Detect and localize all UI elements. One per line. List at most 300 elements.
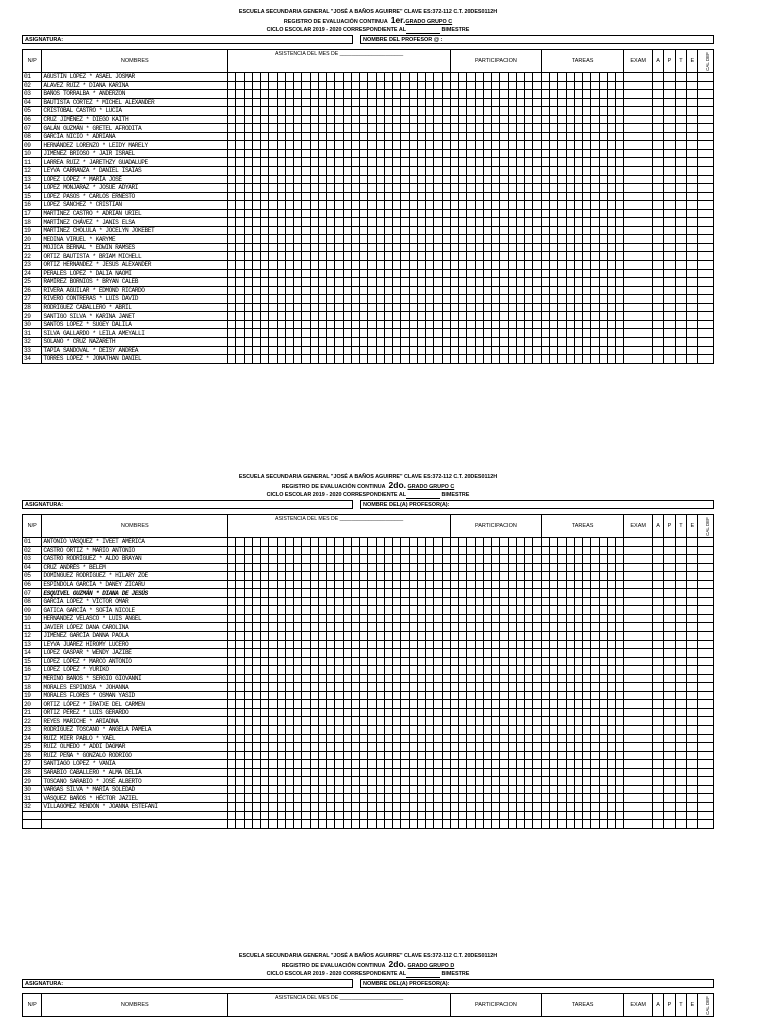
grade-cell[interactable]: [525, 286, 533, 295]
grade-cell[interactable]: [525, 337, 533, 346]
grade-cell[interactable]: [652, 589, 663, 598]
grade-cell[interactable]: [252, 760, 260, 769]
grade-cell[interactable]: [285, 303, 293, 312]
grade-cell[interactable]: [599, 346, 607, 355]
grade-cell[interactable]: [541, 98, 549, 107]
grade-cell[interactable]: [500, 73, 508, 82]
grade-cell[interactable]: [376, 657, 384, 666]
grade-cell[interactable]: [302, 303, 310, 312]
grade-cell[interactable]: [277, 337, 285, 346]
grade-cell[interactable]: [244, 303, 252, 312]
grade-cell[interactable]: [450, 167, 458, 176]
grade-cell[interactable]: [277, 640, 285, 649]
grade-cell[interactable]: [228, 141, 236, 150]
grade-cell[interactable]: [500, 802, 508, 811]
grade-cell[interactable]: [384, 811, 392, 820]
grade-cell[interactable]: [550, 158, 558, 167]
grade-cell[interactable]: [343, 115, 351, 124]
grade-cell[interactable]: [277, 98, 285, 107]
grade-cell[interactable]: [409, 674, 417, 683]
grade-cell[interactable]: [599, 201, 607, 210]
grade-cell[interactable]: [516, 192, 524, 201]
grade-cell[interactable]: [393, 794, 401, 803]
grade-cell[interactable]: [624, 572, 652, 581]
grade-cell[interactable]: [492, 115, 500, 124]
grade-cell[interactable]: [675, 640, 686, 649]
grade-cell[interactable]: [616, 640, 624, 649]
grade-cell[interactable]: [434, 115, 442, 124]
grade-cell[interactable]: [616, 649, 624, 658]
grade-cell[interactable]: [294, 649, 302, 658]
grade-cell[interactable]: [434, 597, 442, 606]
grade-cell[interactable]: [508, 201, 516, 210]
grade-cell[interactable]: [335, 700, 343, 709]
grade-cell[interactable]: [533, 81, 541, 90]
grade-cell[interactable]: [277, 632, 285, 641]
grade-cell[interactable]: [376, 286, 384, 295]
grade-cell[interactable]: [310, 337, 318, 346]
grade-cell[interactable]: [302, 312, 310, 321]
grade-cell[interactable]: [351, 355, 359, 364]
grade-cell[interactable]: [294, 640, 302, 649]
grade-cell[interactable]: [335, 768, 343, 777]
grade-cell[interactable]: [450, 303, 458, 312]
grade-cell[interactable]: [483, 580, 491, 589]
grade-cell[interactable]: [574, 269, 582, 278]
grade-cell[interactable]: [583, 546, 591, 555]
grade-cell[interactable]: [236, 802, 244, 811]
grade-cell[interactable]: [698, 760, 714, 769]
grade-cell[interactable]: [624, 708, 652, 717]
grade-cell[interactable]: [318, 141, 326, 150]
grade-cell[interactable]: [541, 768, 549, 777]
grade-cell[interactable]: [533, 597, 541, 606]
grade-cell[interactable]: [269, 124, 277, 133]
grade-cell[interactable]: [417, 580, 425, 589]
grade-cell[interactable]: [541, 141, 549, 150]
grade-cell[interactable]: [500, 674, 508, 683]
grade-cell[interactable]: [664, 691, 675, 700]
grade-cell[interactable]: [318, 243, 326, 252]
grade-cell[interactable]: [442, 355, 450, 364]
grade-cell[interactable]: [566, 606, 574, 615]
grade-cell[interactable]: [228, 192, 236, 201]
grade-cell[interactable]: [302, 73, 310, 82]
grade-cell[interactable]: [516, 589, 524, 598]
grade-cell[interactable]: [616, 201, 624, 210]
grade-cell[interactable]: [351, 243, 359, 252]
grade-cell[interactable]: [351, 158, 359, 167]
grade-cell[interactable]: [550, 768, 558, 777]
grade-cell[interactable]: [434, 538, 442, 547]
grade-cell[interactable]: [516, 337, 524, 346]
grade-cell[interactable]: [277, 623, 285, 632]
grade-cell[interactable]: [252, 555, 260, 564]
grade-cell[interactable]: [294, 589, 302, 598]
grade-cell[interactable]: [492, 666, 500, 675]
grade-cell[interactable]: [269, 734, 277, 743]
grade-cell[interactable]: [483, 683, 491, 692]
grade-cell[interactable]: [616, 734, 624, 743]
grade-cell[interactable]: [475, 81, 483, 90]
grade-cell[interactable]: [467, 175, 475, 184]
grade-cell[interactable]: [343, 632, 351, 641]
grade-cell[interactable]: [327, 691, 335, 700]
grade-cell[interactable]: [459, 589, 467, 598]
grade-cell[interactable]: [294, 90, 302, 99]
grade-cell[interactable]: [343, 760, 351, 769]
grade-cell[interactable]: [277, 717, 285, 726]
grade-cell[interactable]: [244, 708, 252, 717]
grade-cell[interactable]: [252, 683, 260, 692]
grade-cell[interactable]: [285, 589, 293, 598]
grade-cell[interactable]: [459, 243, 467, 252]
grade-cell[interactable]: [483, 760, 491, 769]
grade-cell[interactable]: [393, 777, 401, 786]
grade-cell[interactable]: [550, 278, 558, 287]
grade-cell[interactable]: [351, 751, 359, 760]
grade-cell[interactable]: [675, 538, 686, 547]
grade-cell[interactable]: [426, 657, 434, 666]
grade-cell[interactable]: [516, 132, 524, 141]
grade-cell[interactable]: [516, 597, 524, 606]
grade-cell[interactable]: [459, 261, 467, 270]
profesor-field[interactable]: NOMBRE DEL(A) PROFESOR(A):: [360, 500, 714, 509]
grade-cell[interactable]: [525, 218, 533, 227]
grade-cell[interactable]: [500, 649, 508, 658]
grade-cell[interactable]: [351, 261, 359, 270]
grade-cell[interactable]: [483, 794, 491, 803]
grade-cell[interactable]: [675, 141, 686, 150]
grade-cell[interactable]: [607, 700, 615, 709]
grade-cell[interactable]: [426, 98, 434, 107]
grade-cell[interactable]: [483, 218, 491, 227]
grade-cell[interactable]: [698, 820, 714, 829]
grade-cell[interactable]: [236, 337, 244, 346]
grade-cell[interactable]: [675, 768, 686, 777]
grade-cell[interactable]: [269, 107, 277, 116]
grade-cell[interactable]: [574, 555, 582, 564]
grade-cell[interactable]: [351, 98, 359, 107]
grade-cell[interactable]: [426, 149, 434, 158]
grade-cell[interactable]: [327, 90, 335, 99]
grade-cell[interactable]: [426, 295, 434, 304]
grade-cell[interactable]: [467, 726, 475, 735]
grade-cell[interactable]: [252, 218, 260, 227]
grade-cell[interactable]: [368, 278, 376, 287]
grade-cell[interactable]: [327, 209, 335, 218]
grade-cell[interactable]: [269, 614, 277, 623]
grade-cell[interactable]: [533, 717, 541, 726]
grade-cell[interactable]: [302, 218, 310, 227]
grade-cell[interactable]: [426, 261, 434, 270]
grade-cell[interactable]: [351, 717, 359, 726]
grade-cell[interactable]: [393, 226, 401, 235]
grade-cell[interactable]: [607, 589, 615, 598]
grade-cell[interactable]: [335, 261, 343, 270]
grade-cell[interactable]: [450, 785, 458, 794]
grade-cell[interactable]: [500, 606, 508, 615]
grade-cell[interactable]: [343, 811, 351, 820]
grade-cell[interactable]: [492, 657, 500, 666]
grade-cell[interactable]: [401, 226, 409, 235]
grade-cell[interactable]: [467, 218, 475, 227]
grade-cell[interactable]: [318, 355, 326, 364]
grade-cell[interactable]: [664, 743, 675, 752]
grade-cell[interactable]: [285, 555, 293, 564]
grade-cell[interactable]: [583, 201, 591, 210]
grade-cell[interactable]: [500, 700, 508, 709]
grade-cell[interactable]: [269, 295, 277, 304]
grade-cell[interactable]: [574, 666, 582, 675]
grade-cell[interactable]: [550, 303, 558, 312]
grade-cell[interactable]: [541, 674, 549, 683]
grade-cell[interactable]: [269, 209, 277, 218]
grade-cell[interactable]: [508, 278, 516, 287]
grade-cell[interactable]: [541, 175, 549, 184]
grade-cell[interactable]: [393, 751, 401, 760]
grade-cell[interactable]: [607, 743, 615, 752]
grade-cell[interactable]: [566, 107, 574, 116]
grade-cell[interactable]: [516, 312, 524, 321]
grade-cell[interactable]: [687, 209, 698, 218]
grade-cell[interactable]: [574, 226, 582, 235]
grade-cell[interactable]: [508, 90, 516, 99]
grade-cell[interactable]: [508, 355, 516, 364]
grade-cell[interactable]: [302, 580, 310, 589]
grade-cell[interactable]: [417, 777, 425, 786]
grade-cell[interactable]: [492, 606, 500, 615]
grade-cell[interactable]: [558, 708, 566, 717]
grade-cell[interactable]: [360, 149, 368, 158]
grade-cell[interactable]: [599, 209, 607, 218]
grade-cell[interactable]: [310, 158, 318, 167]
grade-cell[interactable]: [376, 295, 384, 304]
grade-cell[interactable]: [236, 175, 244, 184]
grade-cell[interactable]: [558, 555, 566, 564]
grade-cell[interactable]: [228, 320, 236, 329]
grade-cell[interactable]: [574, 158, 582, 167]
grade-cell[interactable]: [533, 580, 541, 589]
grade-cell[interactable]: [244, 243, 252, 252]
grade-cell[interactable]: [376, 235, 384, 244]
grade-cell[interactable]: [318, 597, 326, 606]
grade-cell[interactable]: [285, 623, 293, 632]
grade-cell[interactable]: [492, 303, 500, 312]
grade-cell[interactable]: [687, 538, 698, 547]
grade-cell[interactable]: [516, 73, 524, 82]
grade-cell[interactable]: [376, 751, 384, 760]
grade-cell[interactable]: [475, 691, 483, 700]
grade-cell[interactable]: [393, 683, 401, 692]
grade-cell[interactable]: [591, 243, 599, 252]
grade-cell[interactable]: [310, 81, 318, 90]
grade-cell[interactable]: [508, 346, 516, 355]
grade-cell[interactable]: [533, 278, 541, 287]
grade-cell[interactable]: [607, 192, 615, 201]
grade-cell[interactable]: [599, 555, 607, 564]
grade-cell[interactable]: [244, 90, 252, 99]
grade-cell[interactable]: [450, 295, 458, 304]
grade-cell[interactable]: [434, 743, 442, 752]
grade-cell[interactable]: [409, 295, 417, 304]
grade-cell[interactable]: [434, 337, 442, 346]
grade-cell[interactable]: [616, 597, 624, 606]
grade-cell[interactable]: [591, 555, 599, 564]
grade-cell[interactable]: [492, 683, 500, 692]
grade-cell[interactable]: [434, 329, 442, 338]
grade-cell[interactable]: [236, 184, 244, 193]
grade-cell[interactable]: [417, 811, 425, 820]
grade-cell[interactable]: [442, 73, 450, 82]
grade-cell[interactable]: [285, 760, 293, 769]
grade-cell[interactable]: [467, 785, 475, 794]
grade-cell[interactable]: [525, 597, 533, 606]
grade-cell[interactable]: [508, 743, 516, 752]
grade-cell[interactable]: [343, 269, 351, 278]
grade-cell[interactable]: [442, 243, 450, 252]
grade-cell[interactable]: [624, 666, 652, 675]
grade-cell[interactable]: [236, 597, 244, 606]
grade-cell[interactable]: [607, 802, 615, 811]
grade-cell[interactable]: [616, 691, 624, 700]
grade-cell[interactable]: [664, 683, 675, 692]
grade-cell[interactable]: [533, 691, 541, 700]
grade-cell[interactable]: [343, 175, 351, 184]
grade-cell[interactable]: [698, 734, 714, 743]
grade-cell[interactable]: [343, 329, 351, 338]
grade-cell[interactable]: [687, 149, 698, 158]
grade-cell[interactable]: [500, 149, 508, 158]
grade-cell[interactable]: [228, 726, 236, 735]
grade-cell[interactable]: [434, 175, 442, 184]
grade-cell[interactable]: [525, 73, 533, 82]
grade-cell[interactable]: [558, 115, 566, 124]
grade-cell[interactable]: [294, 597, 302, 606]
grade-cell[interactable]: [500, 218, 508, 227]
grade-cell[interactable]: [475, 303, 483, 312]
grade-cell[interactable]: [368, 269, 376, 278]
grade-cell[interactable]: [393, 107, 401, 116]
grade-cell[interactable]: [228, 811, 236, 820]
grade-cell[interactable]: [566, 243, 574, 252]
grade-cell[interactable]: [652, 700, 663, 709]
grade-cell[interactable]: [550, 546, 558, 555]
grade-cell[interactable]: [607, 201, 615, 210]
grade-cell[interactable]: [384, 303, 392, 312]
grade-cell[interactable]: [426, 107, 434, 116]
grade-cell[interactable]: [335, 563, 343, 572]
grade-cell[interactable]: [351, 785, 359, 794]
grade-cell[interactable]: [261, 640, 269, 649]
grade-cell[interactable]: [285, 209, 293, 218]
grade-cell[interactable]: [327, 743, 335, 752]
grade-cell[interactable]: [244, 691, 252, 700]
grade-cell[interactable]: [277, 597, 285, 606]
grade-cell[interactable]: [401, 175, 409, 184]
grade-cell[interactable]: [583, 73, 591, 82]
grade-cell[interactable]: [687, 184, 698, 193]
grade-cell[interactable]: [351, 278, 359, 287]
grade-cell[interactable]: [516, 572, 524, 581]
grade-cell[interactable]: [434, 717, 442, 726]
grade-cell[interactable]: [285, 777, 293, 786]
grade-cell[interactable]: [687, 226, 698, 235]
grade-cell[interactable]: [616, 802, 624, 811]
grade-cell[interactable]: [616, 589, 624, 598]
grade-cell[interactable]: [516, 90, 524, 99]
grade-cell[interactable]: [550, 73, 558, 82]
grade-cell[interactable]: [450, 632, 458, 641]
grade-cell[interactable]: [351, 295, 359, 304]
grade-cell[interactable]: [393, 218, 401, 227]
grade-cell[interactable]: [228, 700, 236, 709]
grade-cell[interactable]: [343, 209, 351, 218]
grade-cell[interactable]: [500, 320, 508, 329]
grade-cell[interactable]: [277, 226, 285, 235]
grade-cell[interactable]: [368, 743, 376, 752]
grade-cell[interactable]: [698, 683, 714, 692]
grade-cell[interactable]: [566, 589, 574, 598]
grade-cell[interactable]: [574, 337, 582, 346]
grade-cell[interactable]: [360, 580, 368, 589]
grade-cell[interactable]: [426, 597, 434, 606]
grade-cell[interactable]: [475, 708, 483, 717]
grade-cell[interactable]: [384, 184, 392, 193]
grade-cell[interactable]: [318, 235, 326, 244]
grade-cell[interactable]: [675, 708, 686, 717]
grade-cell[interactable]: [401, 760, 409, 769]
grade-cell[interactable]: [376, 614, 384, 623]
grade-cell[interactable]: [318, 346, 326, 355]
grade-cell[interactable]: [500, 90, 508, 99]
grade-cell[interactable]: [228, 743, 236, 752]
grade-cell[interactable]: [426, 201, 434, 210]
grade-cell[interactable]: [450, 555, 458, 564]
grade-cell[interactable]: [269, 320, 277, 329]
grade-cell[interactable]: [318, 657, 326, 666]
grade-cell[interactable]: [393, 192, 401, 201]
grade-cell[interactable]: [475, 657, 483, 666]
grade-cell[interactable]: [426, 785, 434, 794]
grade-cell[interactable]: [401, 597, 409, 606]
grade-cell[interactable]: [687, 683, 698, 692]
grade-cell[interactable]: [409, 226, 417, 235]
grade-cell[interactable]: [285, 184, 293, 193]
grade-cell[interactable]: [442, 708, 450, 717]
grade-cell[interactable]: [318, 820, 326, 829]
grade-cell[interactable]: [450, 132, 458, 141]
grade-cell[interactable]: [376, 632, 384, 641]
grade-cell[interactable]: [599, 614, 607, 623]
grade-cell[interactable]: [687, 546, 698, 555]
grade-cell[interactable]: [442, 209, 450, 218]
grade-cell[interactable]: [384, 589, 392, 598]
grade-cell[interactable]: [426, 777, 434, 786]
grade-cell[interactable]: [252, 286, 260, 295]
grade-cell[interactable]: [261, 555, 269, 564]
grade-cell[interactable]: [261, 811, 269, 820]
grade-cell[interactable]: [335, 329, 343, 338]
grade-cell[interactable]: [384, 768, 392, 777]
grade-cell[interactable]: [675, 751, 686, 760]
grade-cell[interactable]: [591, 794, 599, 803]
grade-cell[interactable]: [442, 572, 450, 581]
grade-cell[interactable]: [500, 252, 508, 261]
grade-cell[interactable]: [244, 597, 252, 606]
grade-cell[interactable]: [294, 751, 302, 760]
grade-cell[interactable]: [327, 700, 335, 709]
